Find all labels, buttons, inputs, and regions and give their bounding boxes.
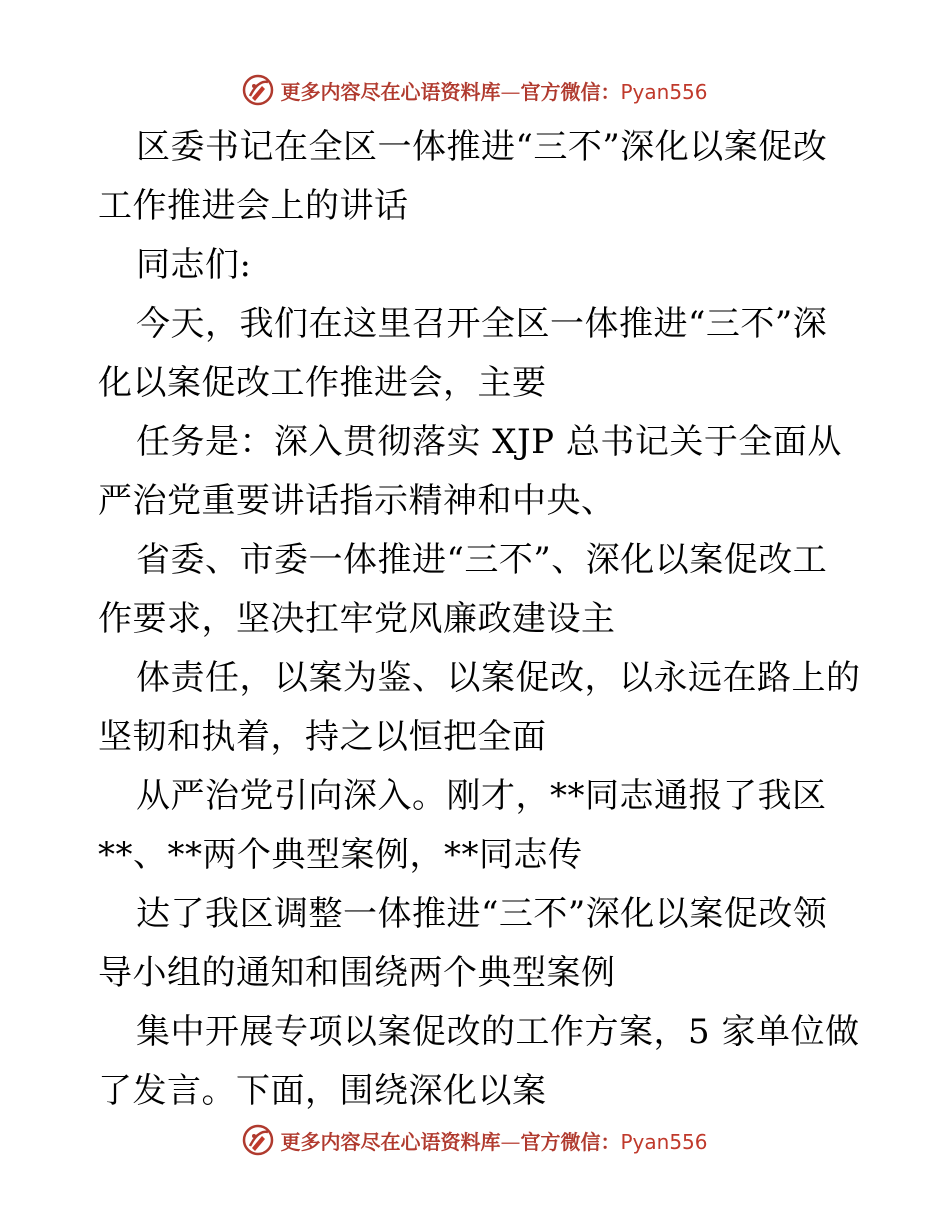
document-line: 任务是：深入贯彻落实 XJP 总书记关于全面从: [136, 422, 842, 462]
document-line: 体责任，以案为鉴、以案促改，以永远在路上的: [136, 658, 861, 698]
document-line: 从严治党引向深入。刚才，**同志通报了我区: [136, 776, 827, 816]
watermark-text: [280, 76, 707, 105]
document-line: 导小组的通知和围绕两个典型案例: [98, 953, 616, 993]
document-body: [98, 118, 861, 1121]
watermark-wechat: Pyan556: [620, 79, 708, 104]
document-line: 作要求，坚决扛牢党风廉政建设主: [98, 599, 616, 639]
watermark-site: 更多内容尽在心语资料库: [280, 1129, 501, 1154]
watermark-banner-top: [0, 70, 950, 110]
document-line: 省委、市委一体推进“三不”、深化以案促改工: [136, 540, 828, 580]
document-line: 坚韧和执着，持之以恒把全面: [98, 717, 547, 757]
document-line: 了发言。下面，围绕深化以案: [98, 1071, 547, 1111]
document-line: 严治党重要讲话指示精神和中央、: [98, 481, 616, 521]
document-line: 达了我区调整一体推进“三不”深化以案促改领: [136, 894, 828, 934]
watermark-wechat: Pyan556: [620, 1129, 708, 1154]
pen-logo-icon: [242, 1124, 274, 1156]
watermark-dash: —: [500, 79, 521, 104]
document-line: 同志们:: [136, 245, 252, 285]
document-line: 化以案促改工作推进会，主要: [98, 363, 547, 403]
document-line: 集中开展专项以案促改的工作方案，5 家单位做: [136, 1012, 860, 1052]
watermark-banner-bottom: [0, 1120, 950, 1160]
document-line: 区委书记在全区一体推进“三不”深化以案促改: [136, 127, 828, 167]
pen-logo-icon: [242, 74, 274, 106]
watermark-site: 更多内容尽在心语资料库: [280, 79, 501, 104]
watermark-dash: —: [500, 1129, 521, 1154]
watermark-official: 官方微信：: [520, 79, 621, 104]
watermark-text: [280, 1126, 707, 1155]
document-line: **、**两个典型案例，**同志传: [98, 835, 583, 875]
document-line: 工作推进会上的讲话: [98, 186, 409, 226]
document-line: 今天，我们在这里召开全区一体推进“三不”深: [136, 304, 828, 344]
watermark-official: 官方微信：: [520, 1129, 621, 1154]
